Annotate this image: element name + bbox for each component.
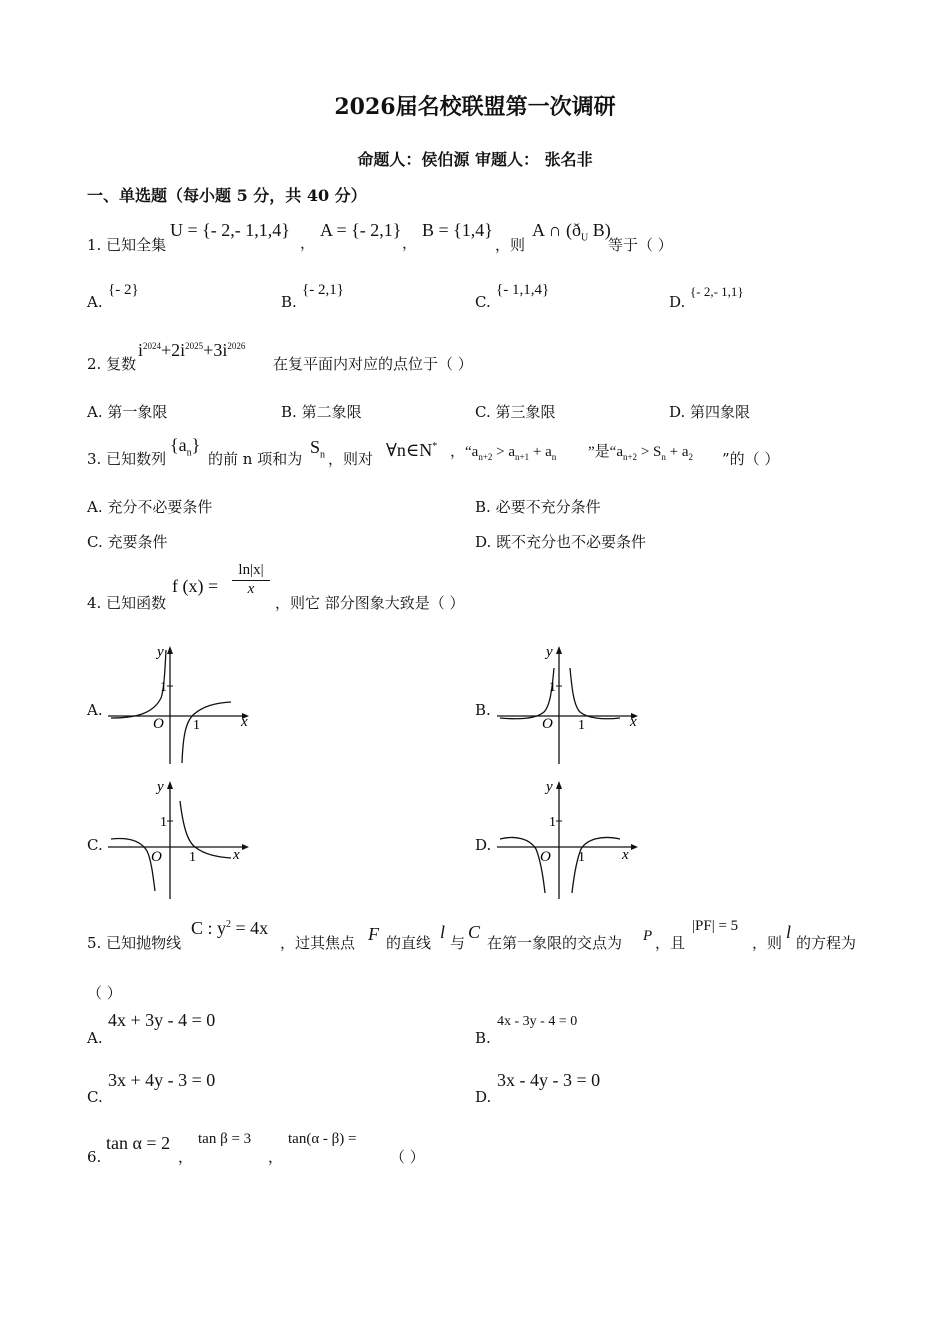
q3-condition-1: ，“$a_{n+2} > a_{n+1} + a_n$	[450, 444, 557, 462]
section-heading: 一、单选题（每小题 5 分，共 40 分）	[87, 186, 367, 205]
q5-option-d-letter[interactable]: D.	[475, 1088, 492, 1106]
q5-point: P	[643, 928, 653, 944]
q5-prefix: 5. 已知抛物线	[87, 934, 182, 952]
q5-text-2: 的直线	[386, 934, 432, 952]
q4-option-c-letter[interactable]: C.	[87, 836, 103, 854]
q4-prefix: 4. 已知函数	[87, 594, 167, 612]
q5-text-5: ，且	[655, 934, 686, 952]
q5-line-2: l	[786, 922, 792, 942]
q6-sep: ，	[178, 1148, 194, 1166]
q3-sum: $S_n$	[310, 437, 326, 461]
q2-option-b[interactable]: B. 第二象限	[281, 403, 362, 421]
q1-prefix: 1. 已知全集	[87, 236, 167, 254]
graph-origin-label: O	[542, 716, 553, 732]
q3-option-a[interactable]: A. 充分不必要条件	[87, 498, 213, 516]
q1-set-b: B = {1,4}	[422, 220, 493, 240]
q3-condition-2: ”是“$a_{n+2} > S_n + a_2$	[588, 444, 693, 462]
q4-numerator: ln|x|	[232, 562, 270, 581]
q4-fraction	[232, 562, 270, 598]
graph-origin-label: O	[540, 849, 551, 865]
graph-x-label: x	[630, 714, 637, 730]
q2-option-d[interactable]: D. 第四象限	[669, 403, 751, 421]
graph-one-label: 1	[160, 815, 167, 830]
graph-origin-label: O	[153, 716, 164, 732]
q4-graph-b[interactable]	[492, 640, 642, 772]
q1-option-a-letter[interactable]: A.	[87, 293, 103, 311]
q5-parabola: C : $y^2 = 4x$	[191, 918, 269, 938]
q5-option-c[interactable]: 3x + 4y - 3 = 0	[108, 1070, 216, 1090]
q5-option-b[interactable]: 4x - 3y - 4 = 0	[497, 1014, 578, 1029]
q1-sep: ，	[402, 234, 418, 252]
graph-one-label: 1	[193, 718, 200, 733]
q5-paren: （ ）	[87, 984, 122, 1002]
q6-paren: （ ）	[390, 1148, 425, 1166]
q1-option-d-letter[interactable]: D.	[669, 293, 686, 311]
q6-expr-3: tan(α - β) =	[288, 1131, 357, 1147]
q6-expr-2: tan β = 3	[198, 1131, 252, 1147]
q3-mid2: ，则对	[328, 450, 374, 468]
graph-y-label: y	[157, 779, 164, 795]
q1-option-b[interactable]: {- 2,1}	[302, 282, 344, 298]
q4-suffix: ，则它 部分图象大致是（ ）	[275, 594, 465, 612]
q1-suffix: 等于（ ）	[608, 236, 673, 254]
q5-distance: |PF| = 5	[692, 918, 739, 934]
q1-set-u: U = {- 2,- 1,1,4}	[170, 220, 290, 240]
q5-text-7: 的方程为	[796, 934, 857, 952]
q5-text-1: ，过其焦点	[280, 934, 356, 952]
q6-expr-1: tan α = 2	[106, 1133, 171, 1153]
graph-one-label: 1	[549, 815, 556, 830]
q1-option-d[interactable]: {- 2,- 1,1}	[690, 284, 744, 299]
graph-origin-label: O	[151, 849, 162, 865]
q3-prefix: 3. 已知数列	[87, 450, 167, 468]
q1-option-c[interactable]: {- 1,1,4}	[496, 282, 550, 298]
q1-set-a: A = {- 2,1}	[320, 220, 402, 240]
q5-option-c-letter[interactable]: C.	[87, 1088, 103, 1106]
graph-one-label: 1	[189, 850, 196, 865]
graph-x-label: x	[622, 847, 629, 863]
q1-option-b-letter[interactable]: B.	[281, 293, 297, 311]
q5-text-3: 与	[450, 934, 466, 952]
q2-expr: $i^{2024}+2i^{2025}+3i^{2026}$	[138, 340, 246, 360]
q5-text-6: ，则	[752, 934, 783, 952]
q2-option-a[interactable]: A. 第一象限	[87, 403, 168, 421]
graph-one-label: 1	[160, 680, 167, 695]
q4-option-a-letter[interactable]: A.	[87, 701, 103, 719]
graph-y-label: y	[157, 644, 164, 660]
graph-one-label: 1	[578, 850, 585, 865]
graph-y-label: y	[546, 779, 553, 795]
authors-line: 命题人：侯伯源 审题人： 张名非	[357, 150, 593, 169]
q1-expr: A ∩ ($ð_U$ B)	[532, 220, 611, 244]
q3-option-c[interactable]: C. 充要条件	[87, 533, 168, 551]
graph-x-label: x	[233, 847, 240, 863]
page-title: 2026届名校联盟第一次调研	[334, 94, 616, 120]
q5-text-4: 在第一象限的交点为	[487, 934, 623, 952]
q3-suffix: ”的（ ）	[722, 450, 780, 468]
q5-option-b-letter[interactable]: B.	[475, 1029, 491, 1047]
graph-one-label: 1	[549, 680, 556, 695]
q1-mid: ，则	[495, 236, 526, 254]
graph-y-label: y	[546, 644, 553, 660]
q4-option-d-letter[interactable]: D.	[475, 836, 492, 854]
q5-option-a[interactable]: 4x + 3y - 4 = 0	[108, 1010, 216, 1030]
q2-suffix: 在复平面内对应的点位于（ ）	[273, 355, 473, 373]
q1-sep: ，	[300, 234, 316, 252]
q4-function: f (x) =	[172, 576, 219, 596]
q3-mid1: 的前 n 项和为	[208, 450, 303, 468]
graph-one-label: 1	[578, 718, 585, 733]
q2-option-c[interactable]: C. 第三象限	[475, 403, 556, 421]
q1-option-c-letter[interactable]: C.	[475, 293, 491, 311]
q1-option-a[interactable]: {- 2}	[108, 282, 139, 298]
q5-curve: C	[468, 922, 481, 942]
q3-option-b[interactable]: B. 必要不充分条件	[475, 498, 601, 516]
q4-graph-c[interactable]	[103, 775, 253, 907]
q5-option-d[interactable]: 3x - 4y - 3 = 0	[497, 1070, 601, 1090]
q5-focus: F	[368, 924, 379, 944]
q4-graph-a[interactable]	[103, 640, 253, 772]
q2-prefix: 2. 复数	[87, 355, 137, 373]
q4-option-b-letter[interactable]: B.	[475, 701, 491, 719]
q3-seq: $\{a_n\}$	[170, 435, 201, 459]
q3-forall: ∀n∈N*	[386, 440, 438, 460]
q6-sep: ，	[268, 1148, 284, 1166]
graph-x-label: x	[241, 714, 248, 730]
q6-number: 6.	[87, 1148, 102, 1166]
q4-graph-d[interactable]	[492, 775, 642, 907]
q3-option-d[interactable]: D. 既不充分也不必要条件	[475, 533, 647, 551]
q5-line: l	[440, 922, 446, 942]
q5-option-a-letter[interactable]: A.	[87, 1029, 103, 1047]
q4-denominator: x	[247, 581, 255, 597]
